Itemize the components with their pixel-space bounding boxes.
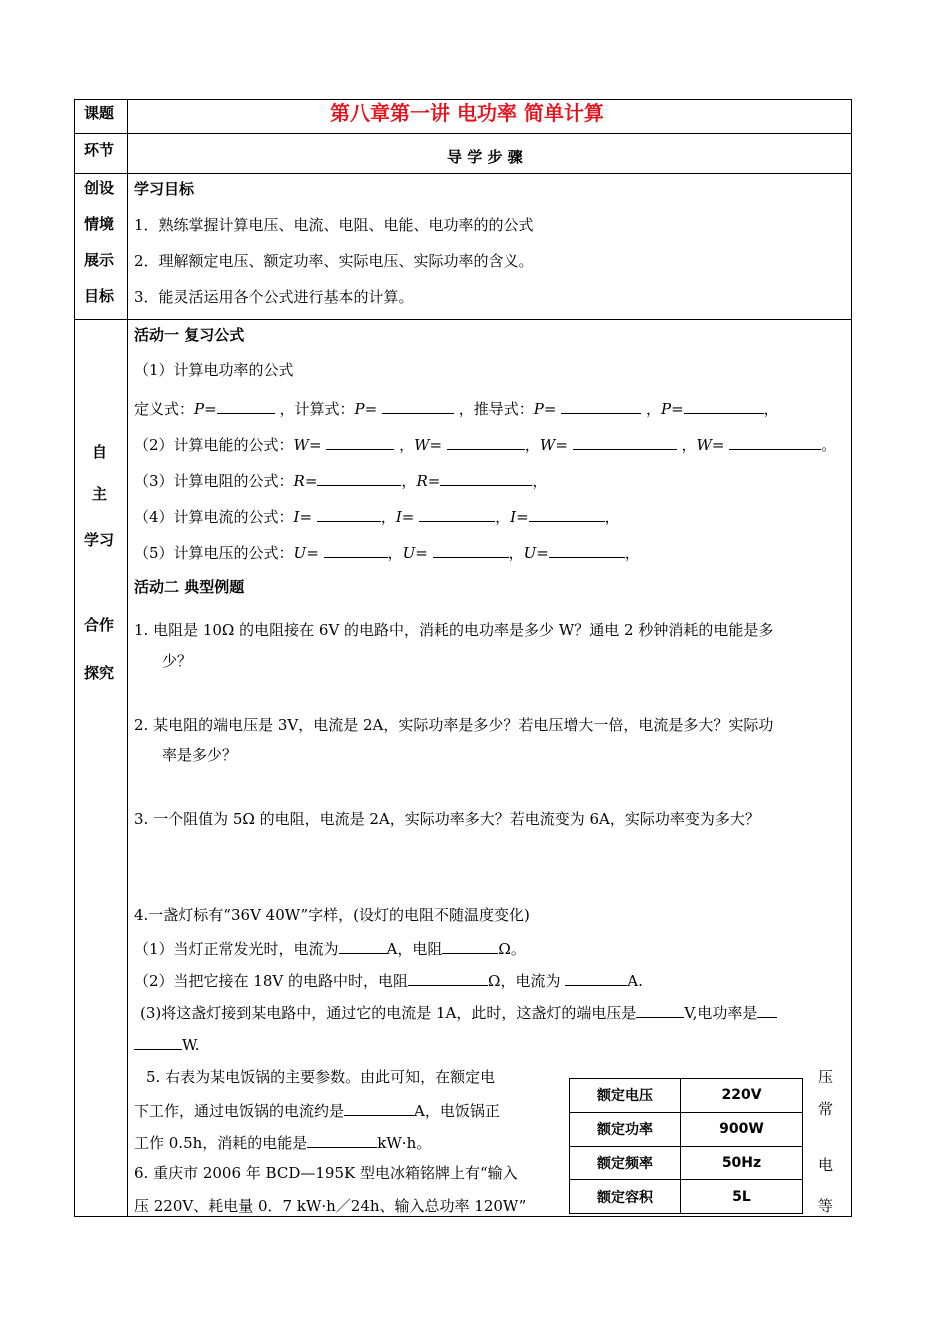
question-6: 6. 重庆市 2006 年 BCD—195K 型电冰箱铭牌上有“输入: [134, 1164, 518, 1182]
answer-blank[interactable]: [324, 541, 388, 558]
q4-1-text: Ω。: [498, 940, 526, 958]
q4-3-text: W.: [182, 1036, 200, 1054]
answer-blank[interactable]: [684, 397, 764, 414]
comma: ，: [387, 544, 403, 562]
activity1-heading: 活动一 复习公式: [134, 326, 245, 344]
i-symbol: I=: [510, 508, 529, 526]
goal-item: 1．熟练掌握计算电压、电流、电阻、电能、电功率的的公式: [134, 216, 534, 234]
q5-text: 下工作，通过电饭锅的电流约是: [134, 1102, 345, 1120]
answer-blank[interactable]: [419, 505, 495, 522]
current-formula-line: [134, 505, 620, 527]
r-symbol: R=: [293, 472, 318, 490]
question-4: 4.一盏灯标有“36V 40W”字样，(设灯的电阻不随温度变化): [134, 906, 530, 924]
question-6-line-2: 压 220V、耗电量 0．7 kW·h／24h、输入总功率 120W”: [134, 1197, 527, 1215]
study-side-label: 主: [92, 485, 108, 503]
w-symbol: W=: [414, 436, 443, 454]
comma: ，: [681, 436, 697, 454]
current-label: （4）计算电流的公式：: [134, 508, 294, 526]
derive-label: ，推导式：: [458, 400, 534, 418]
wrap-char: 等: [818, 1197, 834, 1215]
goal-item: 3．能灵活运用各个公式进行基本的计算。: [134, 288, 414, 306]
answer-blank[interactable]: [440, 469, 532, 486]
u-symbol: U=: [523, 544, 549, 562]
spec-value: 900W: [681, 1112, 803, 1146]
answer-blank[interactable]: [561, 397, 641, 414]
answer-blank[interactable]: [217, 397, 275, 414]
goals-side-label: 创设: [84, 179, 115, 197]
resistance-formula-line: [134, 469, 547, 491]
question-2: 2. 某电阻的端电压是 3V，电流是 2A，实际功率是多少？若电压增大一倍，电流是多大？实际功: [134, 716, 774, 734]
spec-key: 额定电压: [570, 1079, 681, 1113]
goals-side-label: 目标: [84, 287, 115, 305]
study-side-label: 学习: [84, 531, 115, 549]
answer-blank[interactable]: [344, 1099, 414, 1116]
question-2-cont: 率是多少？: [162, 746, 238, 764]
q4-1-text: A，电阻: [386, 940, 443, 958]
stage-label: 环节: [84, 141, 115, 159]
goal-item: 2．理解额定电压、额定功率、实际电压、实际功率的含义。: [134, 252, 534, 270]
answer-blank[interactable]: [573, 433, 677, 450]
i-symbol: I=: [395, 508, 415, 526]
wrap-char: 电: [818, 1156, 834, 1174]
answer-blank[interactable]: [549, 541, 625, 558]
energy-formula-line: [134, 433, 836, 455]
activity2-heading: 活动二 典型例题: [134, 578, 245, 596]
question-5-line-2: [134, 1099, 500, 1121]
column-divider: [127, 100, 128, 1216]
comma: ，: [524, 436, 540, 454]
comma: ，: [495, 508, 511, 526]
steps-label: 导 学 步 骤: [447, 148, 523, 166]
answer-blank[interactable]: [339, 937, 387, 954]
row-divider: [75, 133, 851, 134]
row-divider: [75, 319, 851, 320]
wrap-char: 常: [818, 1100, 834, 1118]
goals-heading: 学习目标: [134, 180, 195, 198]
u-symbol: U=: [402, 544, 428, 562]
q4-2-text: A.: [627, 972, 643, 990]
answer-blank[interactable]: [447, 433, 525, 450]
question-1: 1. 电阻是 10Ω 的电阻接在 6V 的电路中，消耗的电功率是多少 W？通电 2 秒钟消耗的电能是多: [134, 621, 774, 639]
w-symbol: W=: [539, 436, 568, 454]
answer-blank[interactable]: [382, 397, 454, 414]
question-3: 3. 一个阻值为 5Ω 的电阻，电流是 2A，实际功率多大？若电流变为 6A，实际功率变为多大？: [134, 810, 760, 828]
comma: ，: [532, 472, 548, 490]
answer-blank[interactable]: [326, 433, 394, 450]
answer-blank[interactable]: [757, 1001, 777, 1018]
study-side-label: 探究: [84, 664, 115, 682]
spec-value: 50Hz: [681, 1146, 803, 1180]
answer-blank[interactable]: [442, 937, 498, 954]
i-symbol: I=: [293, 508, 313, 526]
comma: ，: [399, 436, 415, 454]
question-1-cont: 少？: [162, 652, 193, 670]
question-5: 5. 右表为某电饭锅的主要参数。由此可知，在额定电: [146, 1068, 496, 1086]
answer-blank[interactable]: [317, 469, 401, 486]
question-5-line-3: [134, 1131, 431, 1153]
q4-2-text: （2）当把它接在 18V 的电路中时，电阻: [134, 972, 409, 990]
w-symbol: W=: [696, 436, 725, 454]
answer-blank[interactable]: [565, 969, 627, 986]
question-4-part-3-cont: [134, 1033, 200, 1055]
spec-key: 额定频率: [570, 1146, 681, 1180]
answer-blank[interactable]: [317, 505, 381, 522]
period: 。: [821, 436, 837, 454]
answer-blank[interactable]: [134, 1033, 182, 1050]
row-divider: [75, 173, 851, 174]
voltage-label: （5）计算电压的公式：: [134, 544, 294, 562]
q5-text: A，电饭锅正: [414, 1102, 500, 1120]
comma: ，: [508, 544, 524, 562]
p-symbol: P=: [194, 400, 217, 418]
p-symbol: P=: [660, 400, 684, 418]
q4-2-text: Ω，电流为: [488, 972, 566, 990]
topic-label: 课题: [84, 104, 115, 122]
q4-3-text: V,电功率是: [684, 1004, 758, 1022]
comma: ，: [763, 400, 779, 418]
w-symbol: W=: [293, 436, 322, 454]
study-side-label: 合作: [84, 616, 115, 634]
answer-blank[interactable]: [433, 541, 509, 558]
answer-blank[interactable]: [307, 1131, 377, 1148]
wrap-char: 压: [818, 1068, 834, 1086]
definition-label: 定义式：: [134, 400, 195, 418]
energy-label: （2）计算电能的公式：: [134, 436, 294, 454]
p-symbol: P=: [354, 400, 378, 418]
page-title: 第八章第一讲 电功率 简单计算: [330, 101, 604, 125]
answer-blank[interactable]: [529, 505, 605, 522]
spec-row: [570, 1112, 803, 1146]
calc-label: ，计算式：: [279, 400, 355, 418]
answer-blank[interactable]: [408, 969, 488, 986]
spec-row: [570, 1180, 803, 1214]
voltage-formula-line: [134, 541, 640, 563]
spec-value: 5L: [681, 1180, 803, 1214]
u-symbol: U=: [293, 544, 319, 562]
comma: ，: [645, 400, 661, 418]
question-4-part-3: [140, 1001, 777, 1023]
resistance-label: （3）计算电阻的公式：: [134, 472, 294, 490]
r-symbol: R=: [416, 472, 441, 490]
spec-row: [570, 1079, 803, 1113]
question-4-part-1: [134, 937, 526, 959]
answer-blank[interactable]: [729, 433, 821, 450]
spec-key: 额定容积: [570, 1180, 681, 1214]
p-symbol: P=: [533, 400, 557, 418]
comma: ，: [604, 508, 620, 526]
comma: ，: [624, 544, 640, 562]
answer-blank[interactable]: [636, 1001, 684, 1018]
q4-1-text: （1）当灯正常发光时，电流为: [134, 940, 339, 958]
rice-cooker-spec-table: [569, 1078, 803, 1214]
q5-text: 工作 0.5h，消耗的电能是: [134, 1134, 308, 1152]
question-4-part-2: [134, 969, 643, 991]
power-formula-intro: （1）计算电功率的公式: [134, 361, 294, 379]
q4-3-text: (3)将这盏灯接到某电路中，通过它的电流是 1A，此时，这盏灯的端电压是: [140, 1004, 637, 1022]
study-side-label: 自: [92, 443, 108, 461]
goals-side-label: 展示: [84, 251, 115, 269]
comma: ，: [401, 472, 417, 490]
power-formula-line: [134, 397, 779, 419]
q5-text: kW·h。: [377, 1134, 432, 1152]
spec-value: 220V: [681, 1079, 803, 1113]
goals-side-label: 情境: [84, 215, 115, 233]
spec-key: 额定功率: [570, 1112, 681, 1146]
comma: ，: [380, 508, 396, 526]
spec-row: [570, 1146, 803, 1180]
